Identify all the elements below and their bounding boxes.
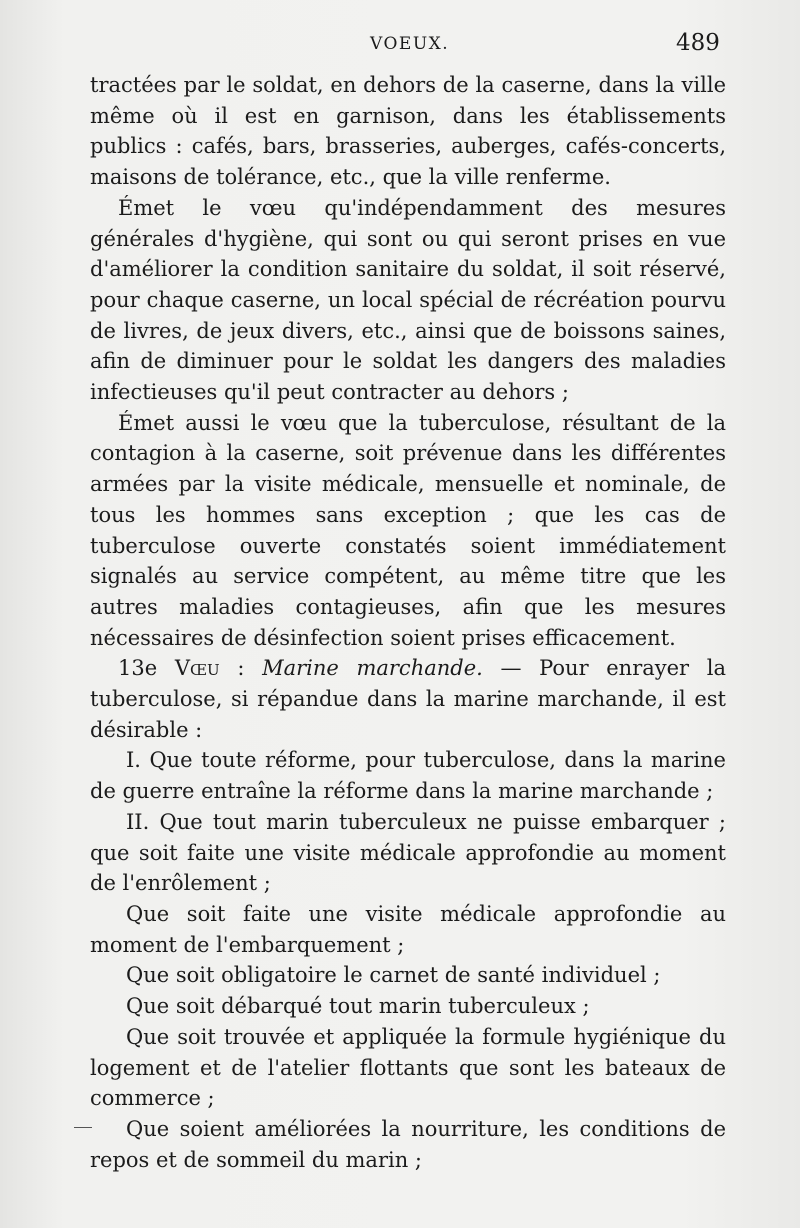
- running-head: VOEUX.: [370, 34, 450, 54]
- list-item: Que soit faite une visite médicale approfondie au moment de l'embarquement ;: [90, 901, 726, 957]
- voeu-number: 13e: [118, 656, 158, 681]
- list-item: Que soit obligatoire le carnet de santé individuel ;: [126, 963, 661, 988]
- list-item: Que soit trouvée et appliquée la formule hygiénique du logement et de l'atelier flottants que sont les bateaux de commerce ;: [90, 1024, 726, 1111]
- voeu-label: Vœu: [174, 656, 220, 681]
- list-item: I. Que toute réforme, pour tuberculose, dans la marine de guerre entraîne la réforme dans la marine marchande ;: [90, 748, 726, 804]
- list-item: II. Que tout marin tuberculeux ne puisse embarquer ; que soit faite une visite médicale approfondie au moment de l'enrôlement ;: [90, 809, 726, 896]
- voeu-text: — Pour enrayer la tuberculose, si répandue dans la marine marchande, il est désirable :: [90, 656, 726, 742]
- paragraph: Émet le vœu qu'indépendamment des mesures générales d'hygiène, qui sont ou qui seront prises en vue d'améliorer la condition sanitaire du soldat, il soit réservé, pour chaque caserne, un local spécial de récréation pourvu de livres, de jeux divers, etc., ainsi que de boissons saines, afin de diminuer pour le soldat les dangers des maladies infectieuses qu'il peut contracter au dehors ;: [90, 195, 726, 405]
- list-item: Que soit débarqué tout marin tuberculeux ;: [126, 994, 590, 1019]
- list-item: Que soient améliorées la nourriture, les conditions de repos et de sommeil du marin ;: [90, 1116, 726, 1172]
- page-number: 489: [676, 30, 720, 56]
- page-header: [0, 30, 800, 60]
- body-text: [90, 70, 726, 1175]
- paragraph: Émet aussi le vœu que la tuberculose, résultant de la contagion à la caserne, soit prévenue dans les différentes armées par la visite médicale, mensuelle et nominale, de tous les hommes sans exception ; que les cas de tuberculose ouverte constatés soient immédiatement signalés au service compétent, au même titre que les autres maladies contagieuses, afin que les mesures nécessaires de désinfection soient prises efficacement.: [90, 410, 726, 650]
- voeu-title: Marine marchande.: [262, 656, 483, 681]
- paragraph: tractées par le soldat, en dehors de la caserne, dans la ville même où il est en garnison, dans les établissements publics : cafés, bars, brasseries, auberges, cafés-concerts, maisons de tolérance, etc., que la ville renferme.: [90, 73, 726, 190]
- margin-mark: [74, 1127, 92, 1128]
- voeu-13-heading: 13e Vœu : Marine marchande. — Pour enrayer la tuberculose, si répandue dans la marine marchande, il est désirable :: [90, 656, 726, 742]
